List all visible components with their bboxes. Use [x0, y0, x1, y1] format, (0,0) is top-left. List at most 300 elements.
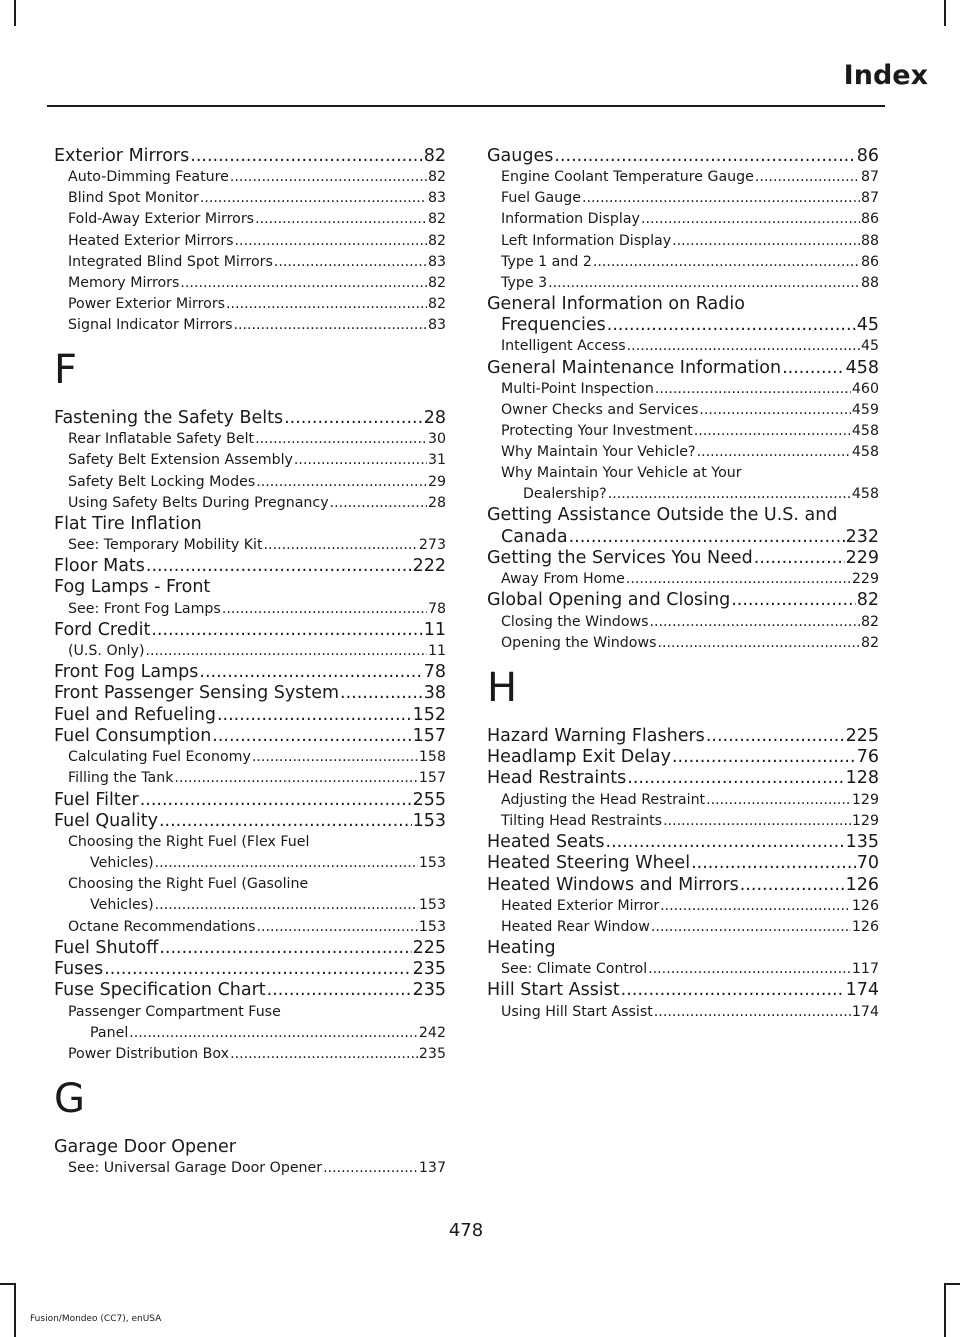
entry-text: Type 1 and 2	[501, 253, 592, 270]
index-entry[interactable]	[54, 683, 446, 704]
page-ref: 174	[851, 1003, 879, 1020]
page-ref: 129	[851, 791, 879, 808]
dot-leader	[212, 726, 411, 747]
title-rule	[47, 105, 885, 107]
entry-text: Global Opening and Closing	[487, 590, 731, 611]
dot-leader	[706, 790, 851, 811]
dot-leader	[657, 633, 859, 654]
page-number: 478	[448, 1220, 484, 1241]
dot-leader	[226, 294, 427, 315]
dot-leader	[651, 917, 851, 938]
entries-g-right	[487, 146, 879, 654]
entry-text: Opening the Windows	[501, 634, 657, 651]
dot-leader	[256, 472, 427, 493]
dot-leader	[731, 590, 856, 611]
crop-mark-bottom-right-v	[944, 1283, 946, 1337]
index-subentry[interactable]	[54, 493, 446, 514]
index-subentry[interactable]	[54, 231, 446, 252]
dot-leader	[648, 959, 851, 980]
index-entry[interactable]	[487, 548, 879, 569]
page-ref: 70	[856, 853, 879, 874]
index-subentry[interactable]	[487, 612, 879, 633]
index-entry[interactable]	[487, 726, 879, 747]
page-ref: 82	[860, 634, 879, 651]
index-heading[interactable]	[54, 1137, 446, 1158]
index-subentry[interactable]	[487, 188, 879, 209]
entry-text: Choosing the Right Fuel (Gasoline	[68, 876, 309, 893]
dot-leader	[627, 768, 844, 789]
entry-text: Calculating Fuel Economy	[68, 749, 251, 766]
entry-text: Safety Belt Locking Modes	[68, 473, 256, 490]
page-ref: 460	[851, 380, 879, 397]
dot-leader	[626, 569, 851, 590]
entry-text: Exterior Mirrors	[54, 146, 190, 166]
entry-text: Integrated Blind Spot Mirrors	[68, 253, 273, 270]
entry-text: Filling the Tank	[68, 770, 174, 787]
entry-text: Fuel and Refueling	[54, 704, 216, 725]
dot-leader	[330, 493, 427, 514]
index-subentry[interactable]	[54, 917, 446, 938]
dot-leader	[235, 231, 427, 252]
entry-text: General Information on Radio	[487, 293, 745, 314]
entry-text: Using Safety Belts During Pregnancy	[68, 494, 329, 511]
entry-text: Fog Lamps - Front	[54, 577, 211, 598]
page-ref: 152	[412, 704, 446, 725]
index-subentry[interactable]	[487, 959, 879, 980]
entry-text: Frequencies	[501, 315, 606, 336]
index-subentry[interactable]	[54, 315, 446, 336]
index-entry[interactable]	[54, 408, 446, 429]
entry-text: Head Restraints	[487, 768, 627, 789]
index-subentry-wrapped[interactable]	[487, 463, 879, 505]
page-ref: 242	[418, 1024, 446, 1041]
index-entry[interactable]	[487, 747, 879, 768]
dot-leader	[554, 146, 855, 167]
index-subentry[interactable]	[54, 252, 446, 273]
entry-text: Panel	[90, 1024, 129, 1041]
page-ref: 222	[412, 556, 446, 577]
page-ref: 82	[860, 613, 879, 630]
page-ref: 86	[856, 146, 879, 166]
entry-text: Canada	[501, 526, 568, 547]
index-entry[interactable]	[54, 620, 446, 641]
entry-text: Power Distribution Box	[68, 1045, 230, 1062]
page-ref: 126	[851, 897, 879, 914]
entry-text: Closing the Windows	[501, 613, 649, 630]
page-ref: 87	[860, 169, 879, 186]
dot-leader	[627, 336, 860, 357]
entry-text: Tilting Head Restraints	[501, 812, 663, 829]
entry-text: Floor Mats	[54, 556, 145, 577]
dot-leader	[146, 641, 427, 662]
entry-text: Getting the Services You Need	[487, 548, 753, 568]
entry-text: Fuse Specification Chart	[54, 980, 266, 1001]
page-ref: 158	[418, 749, 446, 766]
index-entry[interactable]	[487, 146, 879, 167]
index-subentry-wrapped[interactable]	[54, 1002, 446, 1044]
dot-leader	[217, 705, 412, 726]
page-ref: 235	[418, 1045, 446, 1062]
dot-leader	[255, 209, 427, 230]
entry-text: Passenger Compartment Fuse	[68, 1003, 281, 1020]
entry-text: Why Maintain Your Vehicle?	[501, 444, 696, 461]
dot-leader	[129, 1023, 418, 1044]
page-ref: 28	[427, 494, 446, 511]
index-subentry[interactable]	[487, 633, 879, 654]
page-ref: 45	[860, 338, 879, 355]
dot-leader	[706, 726, 845, 747]
entry-text: Heated Windows and Mirrors	[487, 874, 739, 895]
page-ref: 88	[860, 232, 879, 249]
page-ref: 135	[845, 831, 879, 852]
entry-text: Vehicles)	[90, 855, 154, 872]
index-subentry[interactable]	[487, 790, 879, 811]
entry-text: Headlamp Exit Delay	[487, 747, 671, 768]
page-ref: 88	[860, 274, 879, 291]
index-entry[interactable]	[487, 590, 879, 611]
dot-leader	[323, 1158, 418, 1179]
entry-text: Engine Coolant Temperature Gauge	[501, 169, 754, 186]
index-subentry[interactable]	[54, 747, 446, 768]
dot-leader	[284, 408, 423, 429]
entry-text: See: Temporary Mobility Kit	[68, 537, 263, 554]
page-ref: 11	[427, 643, 446, 660]
index-entry[interactable]	[487, 832, 879, 853]
index-subentry[interactable]	[487, 400, 879, 421]
page-ref: 31	[427, 452, 446, 469]
page-ref: 458	[845, 357, 879, 378]
index-subentry[interactable]	[54, 1044, 446, 1065]
entries-g-left	[54, 1137, 446, 1179]
dot-leader	[606, 832, 845, 853]
dot-leader	[593, 252, 860, 273]
page-ref: 83	[427, 316, 446, 333]
page-ref: 458	[851, 486, 879, 503]
index-subentry[interactable]	[487, 917, 879, 938]
index-entry[interactable]	[54, 556, 446, 577]
page-ref: 157	[418, 770, 446, 787]
index-subentry[interactable]	[487, 336, 879, 357]
entry-text: Adjusting the Head Restraint	[501, 791, 706, 808]
entry-text: Front Fog Lamps	[54, 662, 199, 683]
entry-text: See: Universal Garage Door Opener	[68, 1160, 323, 1177]
entry-text: Flat Tire Inflation	[54, 513, 202, 534]
dot-leader	[650, 612, 860, 633]
index-subentry[interactable]	[487, 273, 879, 294]
index-subentry[interactable]	[487, 167, 879, 188]
index-subentry[interactable]	[487, 569, 879, 590]
page-ref: 82	[427, 169, 446, 186]
dot-leader	[340, 683, 423, 704]
index-subentry[interactable]	[54, 429, 446, 450]
dot-leader	[155, 895, 418, 916]
index-entry[interactable]	[54, 790, 446, 811]
dot-leader	[257, 917, 418, 938]
page-ref: 153	[412, 810, 446, 831]
entry-text: Signal Indicator Mirrors	[68, 316, 233, 333]
index-subentry-wrapped[interactable]	[54, 832, 446, 874]
index-subentry[interactable]	[487, 896, 879, 917]
dot-leader	[199, 662, 422, 683]
page-ref: 29	[427, 473, 446, 490]
index-entry[interactable]	[54, 662, 446, 683]
page-ref: 82	[423, 146, 446, 166]
page-ref: 11	[423, 619, 446, 640]
entry-text: Owner Checks and Services	[501, 401, 699, 418]
dot-leader	[190, 146, 422, 167]
index-entry[interactable]	[54, 726, 446, 747]
page-ref: 82	[427, 211, 446, 228]
dot-leader	[672, 747, 856, 768]
index-subentry[interactable]	[54, 535, 446, 556]
page-ref: 87	[860, 190, 879, 207]
index-entry[interactable]	[487, 358, 879, 379]
entry-text: Intelligent Access	[501, 338, 626, 355]
dot-leader	[548, 273, 860, 294]
dot-leader	[654, 1002, 851, 1023]
entry-text: Fold-Away Exterior Mirrors	[68, 211, 255, 228]
index-entry[interactable]	[487, 768, 879, 789]
dot-leader	[294, 450, 427, 471]
page-ref: 153	[418, 918, 446, 935]
index-entry[interactable]	[54, 959, 446, 980]
document-id: Fusion/Mondeo (CC7), enUSA	[30, 1314, 162, 1324]
entry-text: Left Information Display	[501, 232, 672, 249]
entry-text: Multi-Point Inspection	[501, 380, 654, 397]
dot-leader	[159, 938, 411, 959]
entry-text: Heated Exterior Mirrors	[68, 232, 234, 249]
entry-continuation[interactable]	[487, 315, 879, 336]
dot-leader	[180, 273, 427, 294]
page-ref: 273	[418, 537, 446, 554]
entry-text: Auto-Dimming Feature	[68, 169, 229, 186]
entry-text: Safety Belt Extension Assembly	[68, 452, 293, 469]
page-ref: 82	[856, 590, 879, 611]
page-ref: 129	[851, 812, 879, 829]
index-subentry[interactable]	[54, 273, 446, 294]
dot-leader	[755, 167, 860, 188]
entry-text: Away From Home	[501, 571, 625, 588]
index-heading[interactable]	[54, 577, 446, 598]
index-heading[interactable]	[54, 514, 446, 535]
index-subentry[interactable]	[54, 450, 446, 471]
index-entry[interactable]	[487, 875, 879, 896]
entry-text: Why Maintain Your Vehicle at Your	[501, 465, 742, 482]
index-entry[interactable]	[54, 938, 446, 959]
index-subentry[interactable]	[487, 1002, 879, 1023]
page-ref: 225	[412, 937, 446, 958]
index-subentry[interactable]	[54, 768, 446, 789]
dot-leader	[663, 811, 851, 832]
index-subentry[interactable]	[54, 1158, 446, 1179]
dot-leader	[660, 896, 851, 917]
dot-leader	[782, 358, 845, 379]
crop-mark-top-left-v	[14, 0, 16, 26]
crop-mark-top-right-v	[944, 0, 946, 26]
page-ref: 78	[427, 600, 446, 617]
dot-leader	[607, 315, 856, 336]
entry-continuation[interactable]	[68, 895, 446, 916]
entry-text: Hazard Warning Flashers	[487, 725, 705, 746]
page-ref: 153	[418, 855, 446, 872]
crop-mark-bottom-right-h	[944, 1283, 960, 1285]
dot-leader	[140, 790, 412, 811]
entry-text: (U.S. Only)	[68, 643, 145, 660]
dot-leader	[608, 484, 851, 505]
entry-text: Garage Door Opener	[54, 1136, 236, 1157]
index-subentry[interactable]	[54, 472, 446, 493]
entry-text: Fuses	[54, 958, 104, 979]
page-ref: 235	[412, 958, 446, 979]
page-ref: 459	[851, 401, 879, 418]
dot-leader	[200, 188, 427, 209]
entry-text: Heating	[487, 938, 556, 959]
page-ref: 86	[860, 211, 879, 228]
index-subentry[interactable]	[54, 294, 446, 315]
index-subentry[interactable]	[487, 379, 879, 400]
dot-leader	[582, 188, 860, 209]
page-ref: 229	[845, 548, 879, 568]
page-ref: 458	[851, 444, 879, 461]
entry-text: Using Hill Start Assist	[501, 1003, 653, 1020]
entry-text: Hill Start Assist	[487, 980, 620, 1001]
index-subentry[interactable]	[487, 421, 879, 442]
dot-leader	[230, 1044, 418, 1065]
entry-text: Gauges	[487, 146, 554, 166]
index-entry-wrapped[interactable]	[487, 505, 879, 548]
entries-h	[487, 726, 879, 1023]
index-subentry[interactable]	[487, 252, 879, 273]
entry-continuation[interactable]	[501, 484, 879, 505]
crop-mark-bottom-left-v	[14, 1283, 16, 1337]
dot-leader	[697, 442, 851, 463]
dot-leader	[255, 429, 427, 450]
dot-leader	[252, 747, 418, 768]
entry-text: See: Climate Control	[501, 961, 648, 978]
section-letter-h: H	[487, 664, 518, 711]
index-entry[interactable]	[487, 853, 879, 874]
entry-text: Information Display	[501, 211, 640, 228]
index-entry[interactable]	[487, 980, 879, 1001]
dot-leader	[621, 980, 845, 1001]
index-subentry[interactable]	[54, 167, 446, 188]
page-ref: 255	[412, 789, 446, 810]
dot-leader	[274, 252, 427, 273]
dot-leader	[146, 556, 412, 577]
index-entry[interactable]	[54, 705, 446, 726]
dot-leader	[222, 599, 427, 620]
page-ref: 45	[856, 315, 879, 336]
entry-text: Fuel Gauge	[501, 190, 581, 207]
entries-f	[54, 408, 446, 1065]
entry-text: Front Passenger Sensing System	[54, 683, 340, 704]
entry-text: Dealership?	[523, 486, 607, 503]
entry-text: Heated Rear Window	[501, 918, 650, 935]
page-ref: 229	[851, 571, 879, 588]
index-subentry-wrapped[interactable]	[54, 874, 446, 916]
page-ref: 82	[427, 232, 446, 249]
index-column-right	[487, 146, 879, 1023]
dot-leader	[267, 980, 412, 1001]
index-subentry[interactable]	[54, 209, 446, 230]
page-ref: 83	[427, 253, 446, 270]
index-subentry[interactable]	[487, 231, 879, 252]
dot-leader	[155, 853, 418, 874]
entry-text: Octane Recommendations	[68, 918, 256, 935]
dot-leader	[264, 535, 418, 556]
section-letter-f: F	[54, 347, 78, 394]
dot-leader	[104, 959, 411, 980]
index-subentry[interactable]	[487, 209, 879, 230]
entry-text: Fuel Consumption	[54, 726, 212, 747]
entry-text: Heated Steering Wheel	[487, 853, 691, 874]
entry-text: Rear Inflatable Safety Belt	[68, 431, 255, 448]
entry-text: Heated Exterior Mirror	[501, 897, 660, 914]
index-heading[interactable]	[487, 938, 879, 959]
entry-text: General Maintenance Information	[487, 357, 782, 378]
page-title: Index	[843, 60, 928, 91]
dot-leader	[672, 231, 860, 252]
entry-text: Fuel Filter	[54, 789, 139, 810]
index-entry-wrapped[interactable]	[487, 294, 879, 337]
page-ref: 174	[845, 980, 879, 1001]
index-entry[interactable]	[54, 811, 446, 832]
page-ref: 30	[427, 431, 446, 448]
dot-leader	[159, 811, 412, 832]
dot-leader	[234, 315, 427, 336]
page-ref: 128	[845, 768, 879, 789]
entry-text: Fuel Shutoff	[54, 937, 159, 958]
entry-text: See: Front Fog Lamps	[68, 600, 221, 617]
page-ref: 232	[845, 526, 879, 547]
dot-leader	[694, 421, 851, 442]
index-entry[interactable]	[54, 980, 446, 1001]
dot-leader	[151, 620, 422, 641]
index-subentry[interactable]	[54, 599, 446, 620]
page-ref: 28	[423, 408, 446, 429]
page-ref: 38	[423, 683, 446, 704]
page-ref: 82	[427, 274, 446, 291]
page-ref: 235	[412, 980, 446, 1001]
index-subentry[interactable]	[487, 442, 879, 463]
entry-text: Getting Assistance Outside the U.S. and	[487, 505, 838, 526]
entry-text: Memory Mirrors	[68, 274, 180, 291]
crop-mark-bottom-left-h	[0, 1283, 16, 1285]
entry-continuation[interactable]	[68, 853, 446, 874]
page-ref: 83	[427, 190, 446, 207]
entry-continuation[interactable]	[68, 1023, 446, 1044]
dot-leader	[174, 768, 417, 789]
page-ref: 117	[851, 961, 879, 978]
page-ref: 78	[423, 662, 446, 683]
page-ref: 458	[851, 423, 879, 440]
entry-text: Fuel Quality	[54, 810, 158, 831]
index-subentry[interactable]	[54, 641, 446, 662]
entry-continuation[interactable]	[487, 527, 879, 548]
entries-e	[54, 146, 446, 336]
index-entry[interactable]	[54, 146, 446, 167]
entry-text: Blind Spot Monitor	[68, 190, 199, 207]
page-ref: 126	[851, 918, 879, 935]
dot-leader	[699, 400, 851, 421]
entry-text: Power Exterior Mirrors	[68, 295, 226, 312]
dot-leader	[754, 548, 845, 569]
index-subentry[interactable]	[487, 811, 879, 832]
index-subentry[interactable]	[54, 188, 446, 209]
dot-leader	[569, 527, 845, 548]
page-ref: 225	[845, 725, 879, 746]
dot-leader	[641, 209, 860, 230]
